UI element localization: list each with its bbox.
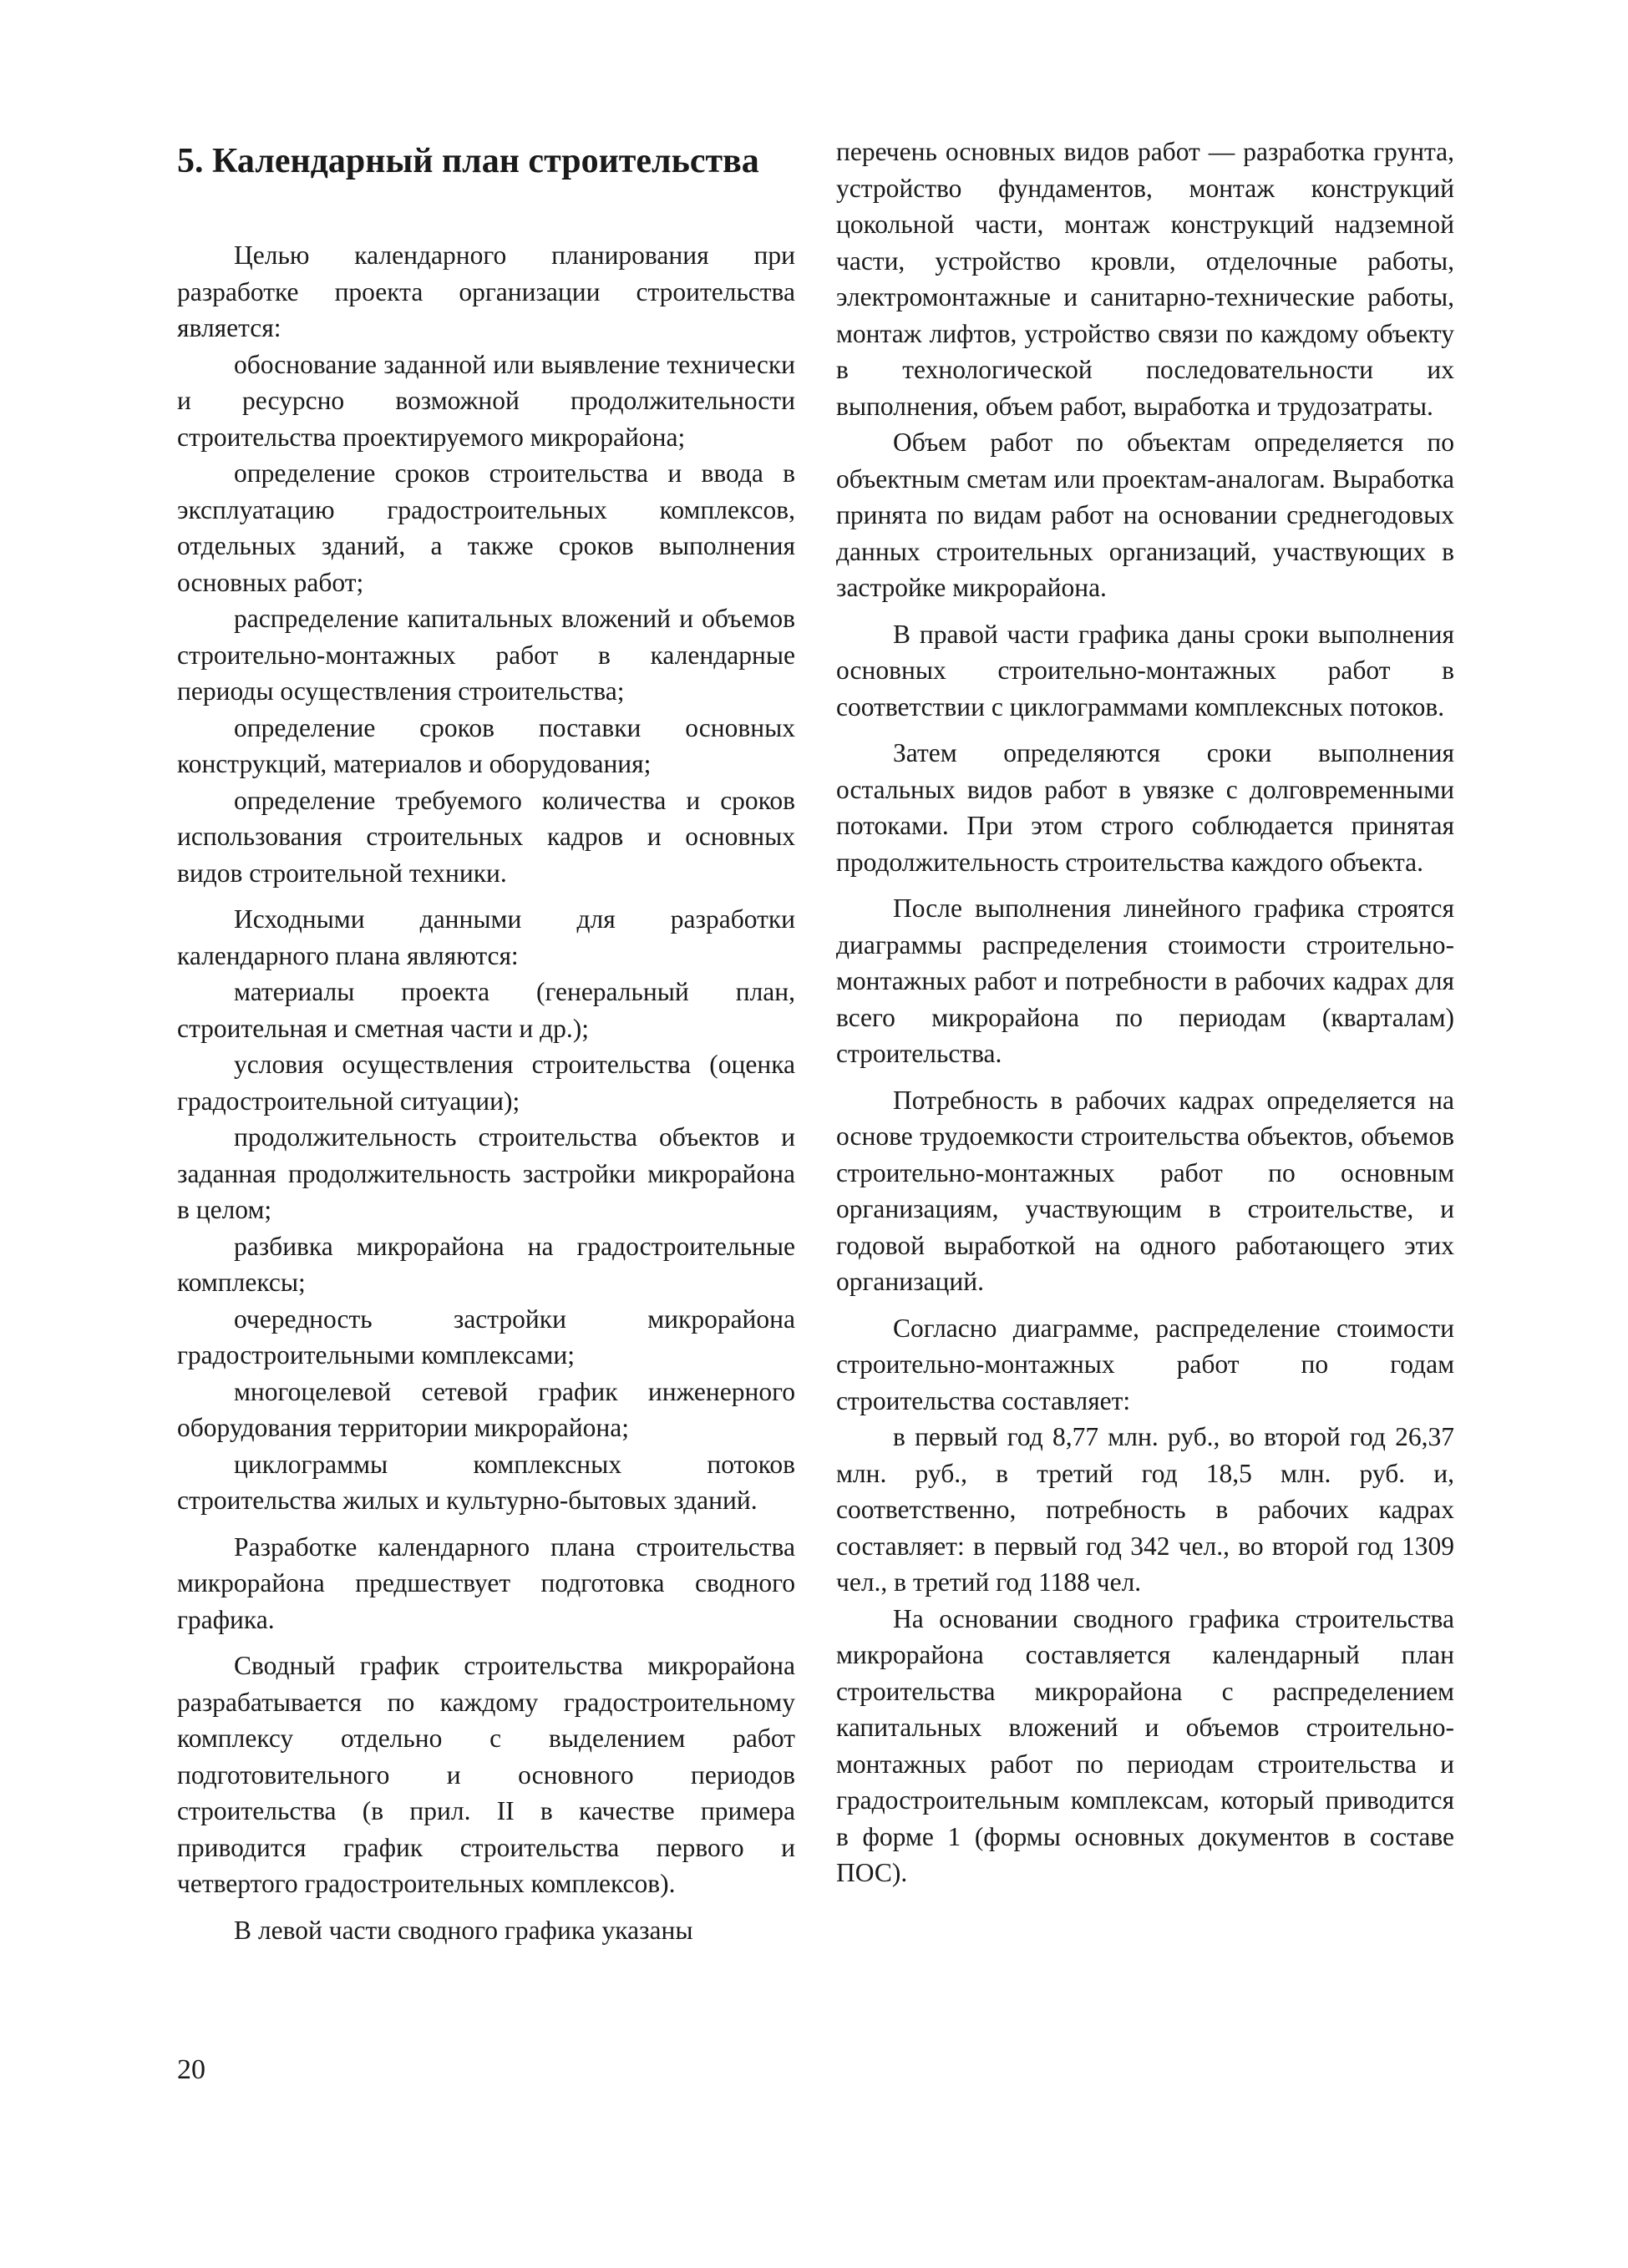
paragraph: в первый год 8,77 млн. руб., во второй год 26,37 млн. руб., в третий год 18,5 млн. руб. и, соответственно, потребность в рабочих кадрах составляет: в первый год 342 чел., во второй год 1309 чел., в третий год 1188 чел. — [836, 1422, 1454, 1597]
paragraph: многоцелевой сетевой график инженерного оборудования территории микрорайона; — [177, 1376, 795, 1442]
paragraph: обоснование заданной или выявление технически и ресурсно возможной продолжительности строительства проектируемого микрорайона; — [177, 349, 795, 452]
paragraph: Объем работ по объектам определяется по объектным сметам или проектам-аналогам. Выработка принята по видам работ на основании среднегодовых данных строительных организаций, участвующих в застройке микрорайона. — [836, 428, 1454, 602]
paragraph: Потребность в рабочих кадрах определяется на основе трудоемкости строительства объектов, объемов строительно-монтажных работ по основным организациям, участвующим в строительстве, и годовой выработкой на одного работающего этих организаций. — [836, 1085, 1454, 1296]
paragraph: условия осуществления строительства (оценка градостроительной ситуации); — [177, 1050, 795, 1116]
paragraph: распределение капитальных вложений и объемов строительно-монтажных работ в календарные периоды осуществления строительства; — [177, 604, 795, 706]
right-column — [836, 134, 1454, 1891]
paragraph: определение сроков поставки основных конструкций, материалов и оборудования; — [177, 712, 795, 778]
paragraph: После выполнения линейного графика строятся диаграммы распределения стоимости строительно-монтажных работ и потребности в рабочих кадрах для всего микрорайона по периодам (кварталам) строительства. — [836, 894, 1454, 1068]
section-title: 5. Календарный план строительства — [177, 142, 759, 180]
paragraph: материалы проекта (генеральный план, строительная и сметная части и др.); — [177, 977, 795, 1043]
paragraph: разбивка микрорайона на градостроительные комплексы; — [177, 1231, 795, 1297]
paragraph: продолжительность строительства объектов и заданная продолжительность застройки микрорайона в целом; — [177, 1122, 795, 1224]
paragraph: перечень основных видов работ — разработка грунта, устройство фундаментов, монтаж конструкций цокольной части, монтаж конструкций надземной части, устройство кровли, отделочные работы, электромонтажные и санитарно-технические работы, монтаж лифтов, устройство связи по каждому объекту в технологической последовательности их выполнения, объем работ, выработка и трудозатраты. — [836, 137, 1454, 421]
paragraph: Затем определяются сроки выполнения остальных видов работ в увязке с долговременными потоками. При этом строго соблюдается принятая продолжительность строительства каждого объекта. — [836, 738, 1454, 877]
paragraph: Целью календарного планирования при разработке проекта организации строительства является: — [177, 240, 795, 342]
paragraph: циклограммы комплексных потоков строительства жилых и культурно-бытовых зданий. — [177, 1449, 795, 1515]
paragraph: определение требуемого количества и сроков использования строительных кадров и основных видов строительной техники. — [177, 785, 795, 888]
paragraph: На основании сводного графика строительства микрорайона составляется календарный план строительства микрорайона с распределением капитальных вложений и объемов строительно-монтажных работ по периодам строительства и градостроительным комплексам, который приводится в форме 1 (формы основных документов в составе ПОС). — [836, 1603, 1454, 1887]
paragraph: Согласно диаграмме, распределение стоимости строительно-монтажных работ по годам строительства составляет: — [836, 1313, 1454, 1415]
paragraph: Исходными данными для разработки календарного плана являются: — [177, 904, 795, 970]
paragraph: Разработке календарного плана строительства микрорайона предшествует подготовка сводного графика. — [177, 1531, 795, 1634]
paragraph: Сводный график строительства микрорайона разрабатывается по каждому градостроительному комплексу отдельно с выделением работ подготовительного и основного периодов строительства (в прил. II в качестве примера приводится график строительства первого и четвертого градостроительных комплексов). — [177, 1651, 795, 1898]
page-number: 20 — [177, 2054, 205, 2085]
paragraph: В левой части сводного графика указаны — [234, 1915, 693, 1945]
paragraph: определение сроков строительства и ввода в эксплуатацию градостроительных комплексов, отдельных зданий, а также сроков выполнения основных работ; — [177, 458, 795, 597]
left-column — [177, 134, 795, 1948]
paragraph: очередность застройки микрорайона градостроительными комплексами; — [177, 1304, 795, 1369]
paragraph: В правой части графика даны сроки выполнения основных строительно-монтажных работ в соответствии с циклограммами комплексных потоков. — [836, 619, 1454, 721]
